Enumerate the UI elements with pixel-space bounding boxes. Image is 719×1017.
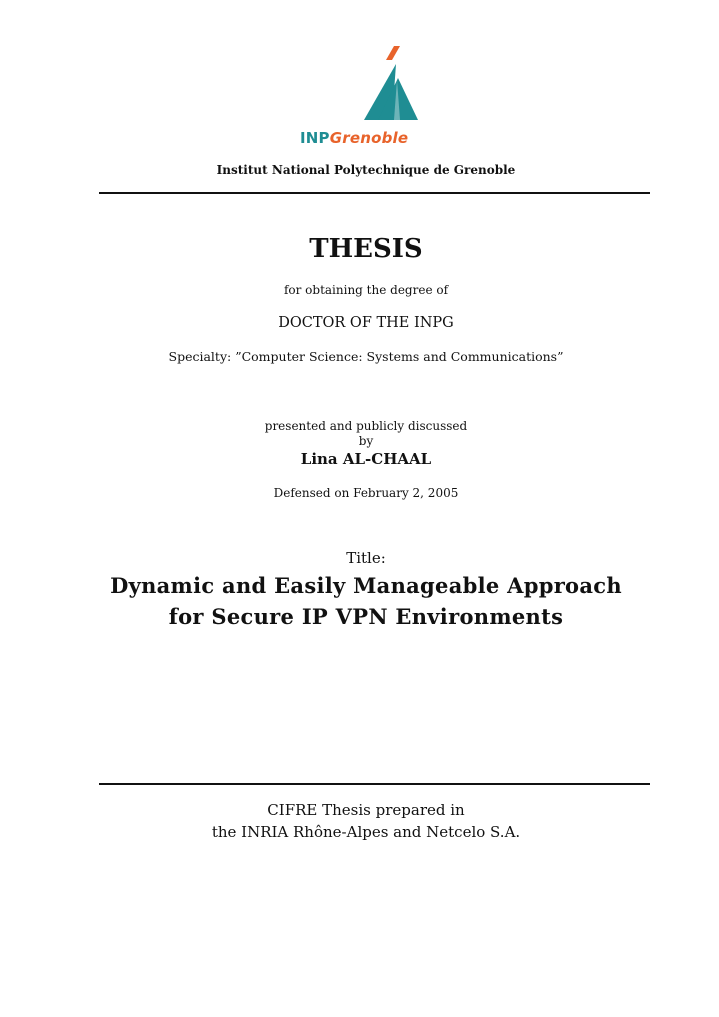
logo-grenoble-text: Grenoble [329, 129, 409, 147]
bottom-divider [99, 783, 650, 785]
logo-wordmark [300, 129, 408, 147]
top-divider [99, 192, 650, 194]
thesis-heading: THESIS [309, 234, 423, 264]
preparation-line-1: CIFRE Thesis prepared in [267, 801, 465, 819]
logo-mark-icon [296, 44, 442, 130]
defense-date: Defensed on February 2, 2005 [273, 486, 459, 500]
institute-name: Institut National Polytechnique de Grenoble [216, 163, 516, 177]
degree-intro: for obtaining the degree of [283, 283, 449, 297]
thesis-title-line-1: Dynamic and Easily Manageable Approach [110, 573, 622, 598]
specialty: Specialty: ”Computer Science: Systems and Communications” [168, 349, 564, 364]
degree-name: DOCTOR OF THE INPG [278, 315, 454, 331]
presented-text: presented and publicly discussed [264, 419, 468, 433]
logo-inp-text: INP [300, 129, 330, 147]
title-label: Title: [346, 549, 386, 567]
by-text: by [358, 434, 374, 448]
thesis-title-line-2: for Secure IP VPN Environments [168, 604, 564, 629]
institution-logo [296, 44, 442, 152]
preparation-line-2: the INRIA Rhône-Alpes and Netcelo S.A. [211, 823, 521, 841]
author-name: Lina AL-CHAAL [300, 450, 432, 468]
